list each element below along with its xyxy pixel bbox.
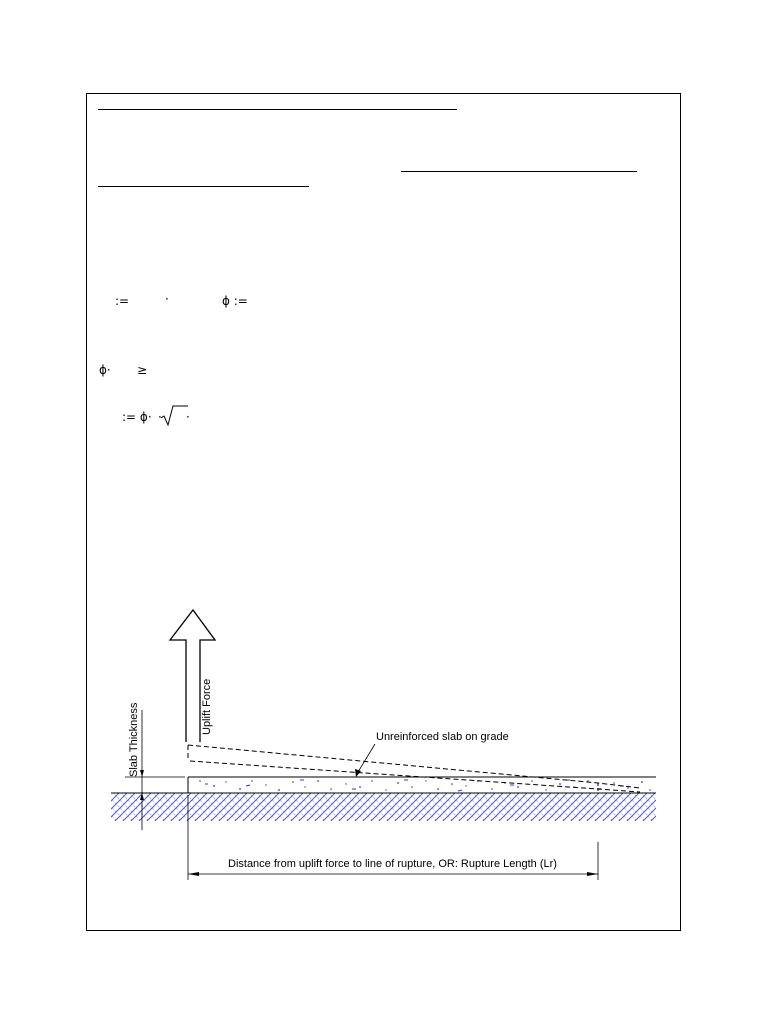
multiply-dot-3: ·: [186, 410, 190, 424]
slab-thickness-arrow-top: [140, 770, 144, 777]
phi-assign: ϕ :=: [222, 294, 248, 308]
multiply-dot-2: ·: [158, 410, 162, 424]
phi-times: ϕ·: [99, 363, 111, 377]
rupture-arrow-left: [188, 872, 199, 876]
rupture-arrow-right: [587, 872, 598, 876]
uplift-force-label: Uplift Force: [201, 678, 213, 735]
slab-label: Unreinforced slab on grade: [376, 731, 509, 743]
slab-thickness-label: Slab Thickness: [128, 702, 140, 777]
assign-phi: := ϕ·: [122, 410, 152, 424]
slab-aggregate-dashes: [205, 780, 624, 791]
uplifted-slab-outline: [188, 745, 640, 788]
rupture-length-label: Distance from uplift force to line of rupture, OR: Rupture Length (Lr): [228, 858, 557, 870]
greater-equal-sign: ≥: [137, 363, 148, 377]
multiply-dot: ·: [165, 292, 169, 306]
soil-hatch: [111, 793, 656, 821]
slab-label-leader: [358, 744, 375, 772]
assign-operator: :=: [115, 294, 130, 308]
